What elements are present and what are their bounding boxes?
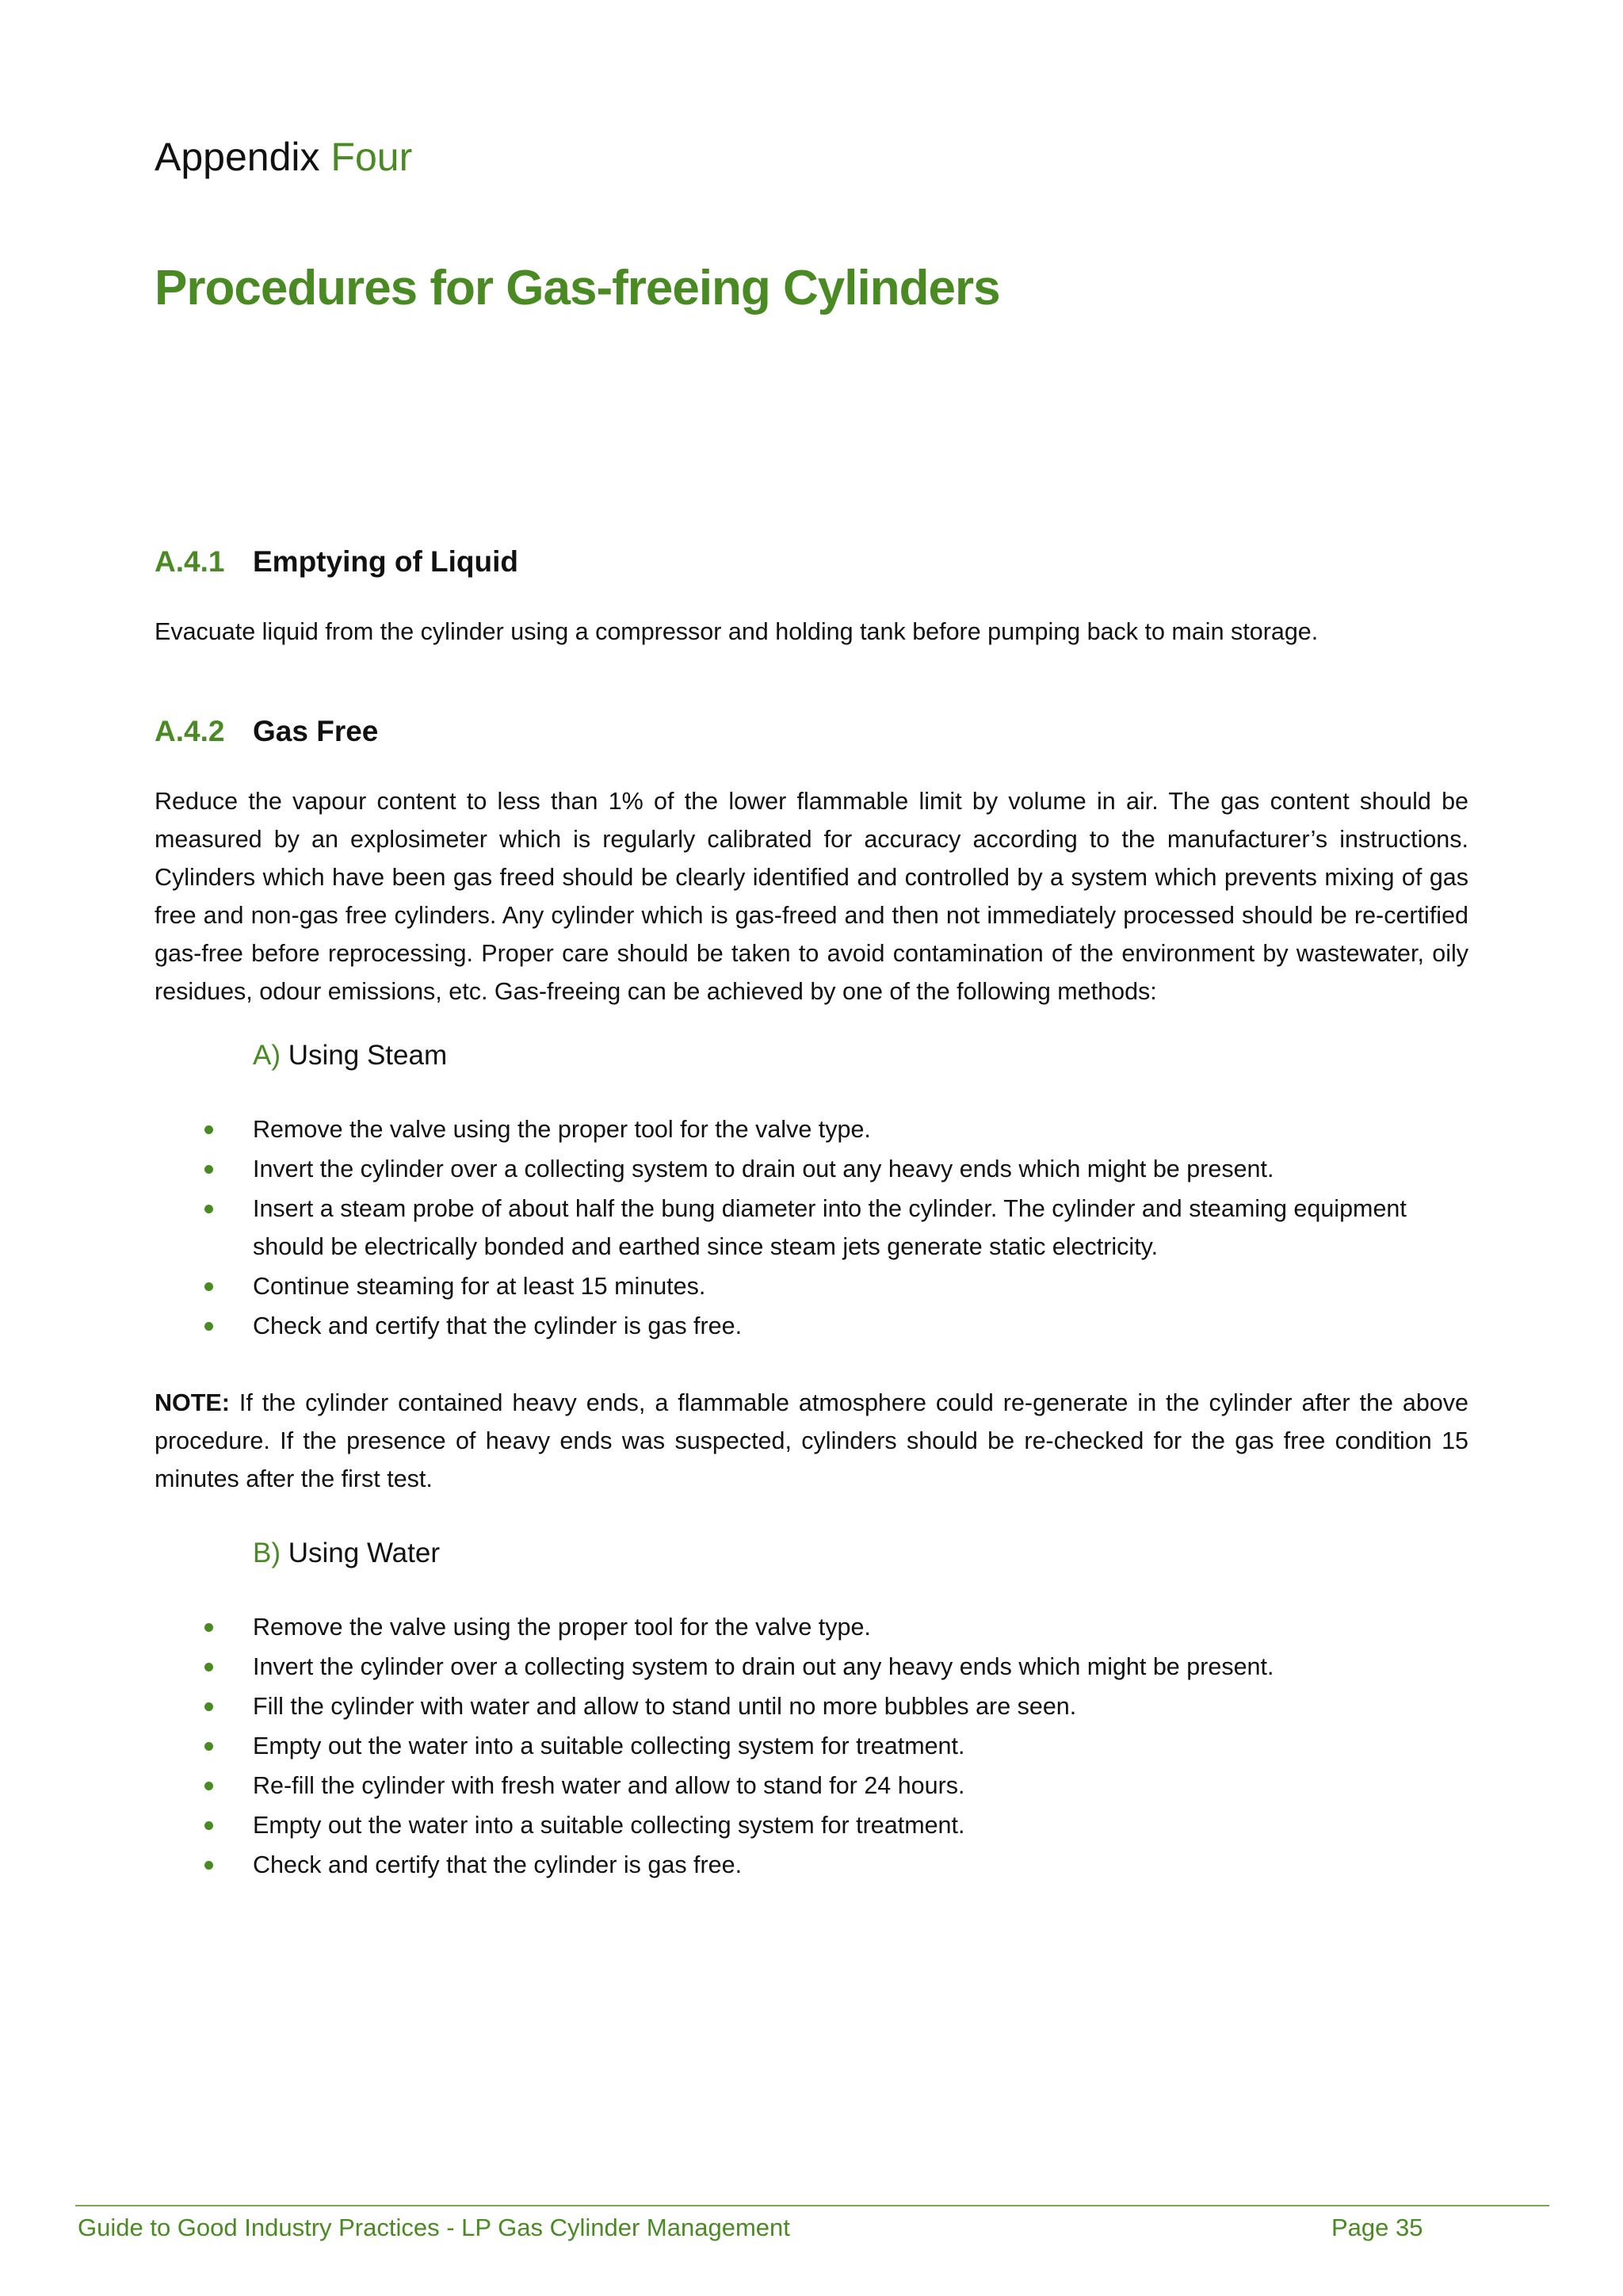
- bullet-icon: [204, 1663, 213, 1671]
- method-title: Using Water: [288, 1538, 440, 1568]
- section-title: Emptying of Liquid: [253, 545, 519, 578]
- section-heading-emptying: [155, 545, 518, 579]
- appendix-word: Appendix: [155, 135, 320, 179]
- section-body-gas-free: Reduce the vapour content to less than 1% of the lower flammable limit by volume in air. The gas content should be measured by an explosimeter which is regularly calibrated for accuracy according to the manufacturer’s instructions. Cylinders which have been gas freed should be clearly identified and controlled by a system which prevents mixing of gas free and non-gas free cylinders. Any cylinder which is gas-freed and then not immediately processed should be re-certified gas-free before reprocessing. Proper care should be taken to avoid contamination of the environment by wastewater, oily residues, odour emissions, etc. Gas-freeing can be achieved by one of the following methods:: [155, 788, 1468, 1005]
- method-letter: A): [253, 1040, 281, 1071]
- method-heading-steam: [253, 1040, 447, 1072]
- list-item: [155, 1687, 1468, 1725]
- list-item-text: Fill the cylinder with water and allow to stand until no more bubbles are seen.: [253, 1693, 1077, 1720]
- list-item-text: Continue steaming for at least 15 minutes.: [253, 1273, 706, 1300]
- list-item-text: Empty out the water into a suitable collecting system for treatment.: [253, 1733, 965, 1759]
- section-body-emptying: Evacuate liquid from the cylinder using a compressor and holding tank before pumping back to main storage.: [155, 618, 1319, 645]
- list-item: [155, 1767, 1468, 1805]
- footer-document-title: Guide to Good Industry Practices - LP Gas Cylinder Management: [78, 2214, 790, 2241]
- list-item: [155, 1648, 1468, 1686]
- bullet-icon: [204, 1125, 213, 1134]
- section-number: A.4.1: [155, 545, 225, 578]
- list-item-text: Remove the valve using the proper tool for the valve type.: [253, 1614, 871, 1641]
- footer-page-number: Page 35: [1331, 2214, 1423, 2241]
- list-item-text: Re-fill the cylinder with fresh water and allow to stand for 24 hours.: [253, 1772, 965, 1799]
- section-title: Gas Free: [253, 715, 379, 747]
- bullet-icon: [204, 1782, 213, 1790]
- list-item-text: Check and certify that the cylinder is gas free.: [253, 1312, 743, 1339]
- bullet-icon: [204, 1165, 213, 1174]
- list-item: [155, 1150, 1468, 1188]
- list-item: [155, 1307, 1468, 1345]
- bullet-icon: [204, 1742, 213, 1751]
- list-item: [155, 1267, 1468, 1305]
- list-item: [155, 1727, 1468, 1765]
- appendix-number: Four: [330, 135, 413, 179]
- list-item-text: Check and certify that the cylinder is gas free.: [253, 1851, 743, 1878]
- method-letter: B): [253, 1538, 281, 1568]
- method-heading-water: [253, 1538, 440, 1569]
- footer-divider: [75, 2205, 1549, 2206]
- list-item-text: Invert the cylinder over a collecting system to drain out any heavy ends which might be present.: [253, 1653, 1274, 1680]
- bullet-icon: [204, 1821, 213, 1830]
- section-heading-gas-free: [155, 715, 378, 748]
- list-item: [155, 1110, 1468, 1148]
- list-item-text: Insert a steam probe of about half the bung diameter into the cylinder. The cylinder and steaming equipment should be electrically bonded and earthed since steam jets generate static electricity.: [253, 1195, 1407, 1260]
- list-item-text: Remove the valve using the proper tool for the valve type.: [253, 1116, 871, 1143]
- method-title: Using Steam: [288, 1040, 448, 1071]
- steam-steps-list: [155, 1110, 1468, 1347]
- note-paragraph: [155, 1384, 1468, 1498]
- list-item-text: Empty out the water into a suitable collecting system for treatment.: [253, 1812, 965, 1839]
- list-item: [155, 1190, 1468, 1266]
- water-steps-list: [155, 1608, 1468, 1885]
- list-item: [155, 1846, 1468, 1884]
- list-item: [155, 1608, 1468, 1646]
- bullet-icon: [204, 1322, 213, 1331]
- bullet-icon: [204, 1861, 213, 1870]
- bullet-icon: [204, 1702, 213, 1711]
- page-title: Procedures for Gas-freeing Cylinders: [155, 261, 1000, 315]
- bullet-icon: [204, 1205, 213, 1213]
- list-item: [155, 1806, 1468, 1844]
- list-item-text: Invert the cylinder over a collecting system to drain out any heavy ends which might be present.: [253, 1156, 1274, 1182]
- bullet-icon: [204, 1623, 213, 1632]
- section-number: A.4.2: [155, 715, 225, 747]
- note-label: NOTE:: [155, 1389, 230, 1416]
- bullet-icon: [204, 1282, 213, 1291]
- appendix-label: [155, 133, 412, 181]
- note-text: If the cylinder contained heavy ends, a flammable atmosphere could re-generate in the cylinder after the above procedure. If the presence of heavy ends was suspected, cylinders should be re-checked for the gas free condition 15 minutes after the first test.: [155, 1389, 1468, 1492]
